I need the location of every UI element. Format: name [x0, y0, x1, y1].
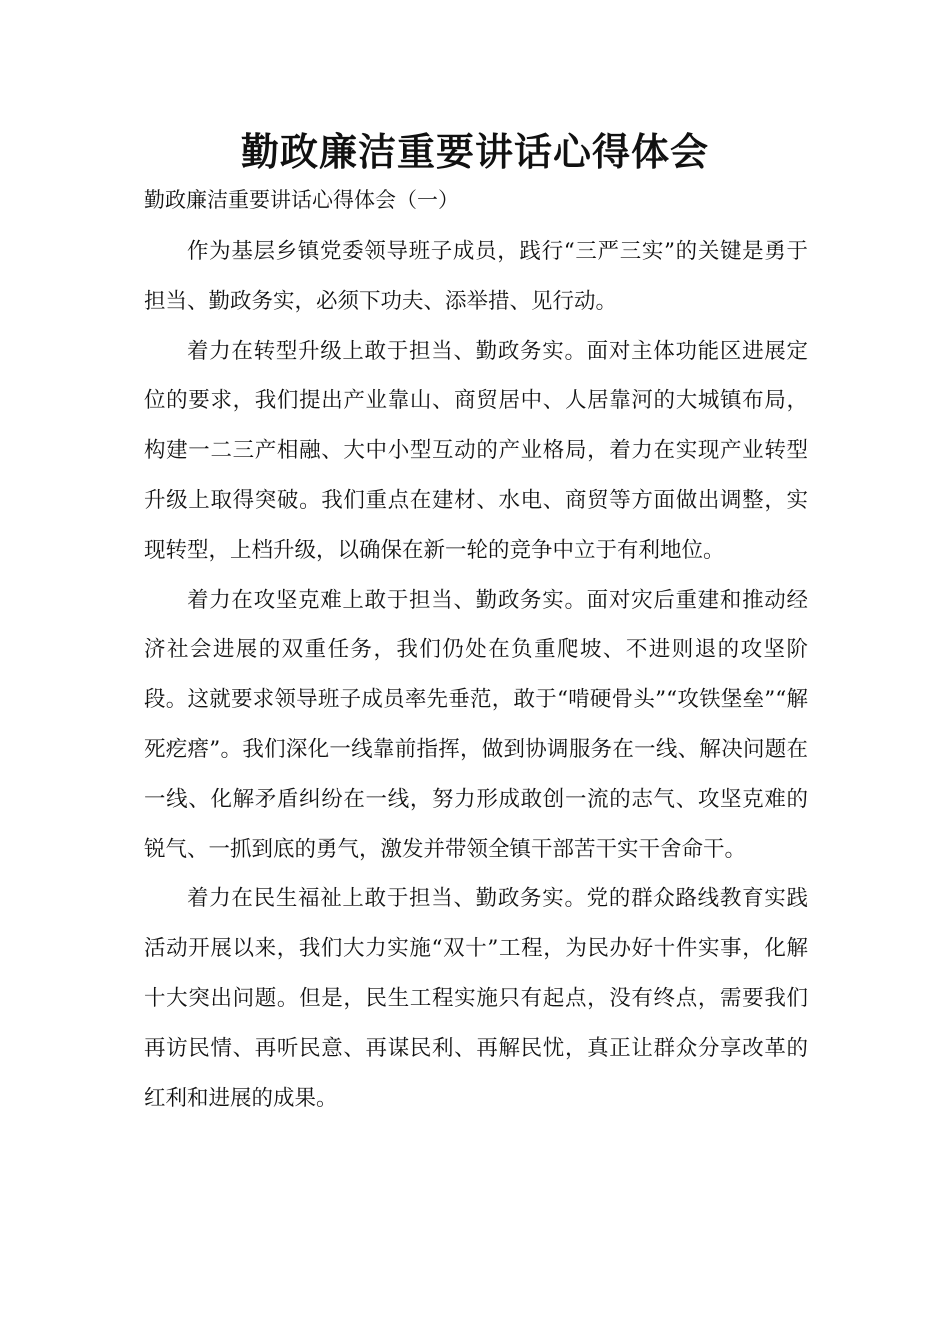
paragraph-2: 着力在转型升级上敢于担当、勤政务实。面对主体功能区进展定位的要求，我们提出产业靠山、商贸居中、人居靠河的大城镇布局，构建一二三产相融、大中小型互动的产业格局，着力在实现产业转型升级上取得突破。我们重点在建材、水电、商贸等方面做出调整，实现转型，上档升级，以确保在新一轮的竞争中立于有利地位。 [144, 338, 808, 563]
paragraph-4: 着力在民生福祉上敢于担当、勤政务实。党的群众路线教育实践活动开展以来，我们大力实施“双十”工程，为民办好十件实事，化解十大突出问题。但是，民生工程实施只有起点，没有终点，需要我们再访民情、再听民意、再谋民利、再解民忧，真正让群众分享改革的红利和进展的成果。 [144, 886, 808, 1111]
document-body [144, 227, 808, 1123]
paragraph-3: 着力在攻坚克难上敢于担当、勤政务实。面对灾后重建和推动经济社会进展的双重任务，我们仍处在负重爬坡、不进则退的攻坚阶段。这就要求领导班子成员率先垂范，敢于“啃硬骨头”“攻铁堡垒”“解死疙瘩”。我们深化一线靠前指挥，做到协调服务在一线、解决问题在一线、化解矛盾纠纷在一线，努力形成敢创一流的志气、攻坚克难的锐气、一抓到底的勇气，激发并带领全镇干部苦干实干舍命干。 [144, 587, 808, 862]
paragraph-1: 作为基层乡镇党委领导班子成员，践行“三严三实”的关键是勇于担当、勤政务实，必须下功夫、添举措、见行动。 [144, 239, 808, 314]
document-title: 勤政廉洁重要讲话心得体会 [240, 130, 709, 174]
document-subtitle: 勤政廉洁重要讲话心得体会（一） [144, 188, 459, 212]
